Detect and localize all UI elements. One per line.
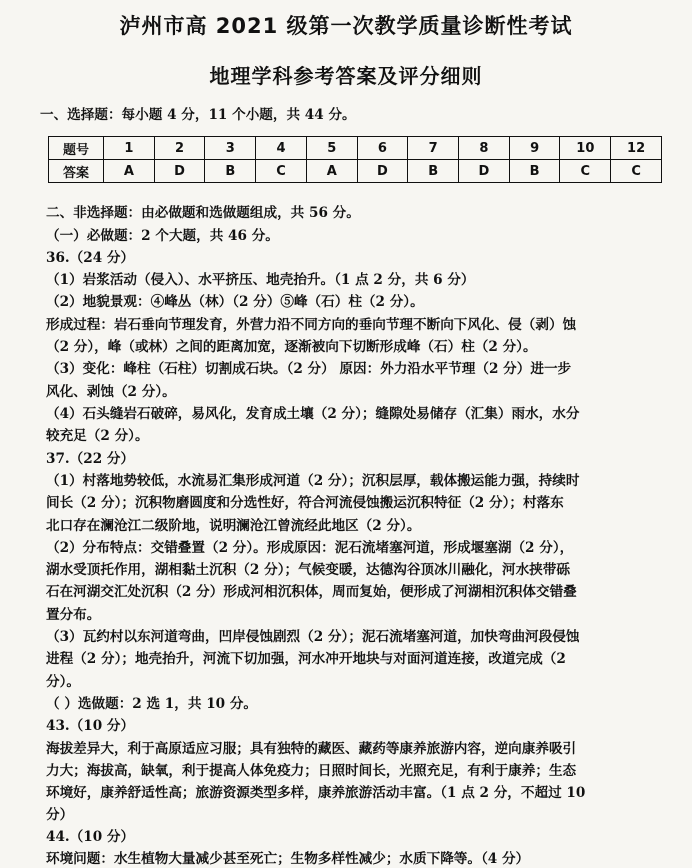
text-line: 进程（2 分）；地壳抬升，河流下切加强，河水冲开地块与对面河道连接，改道完成（2 [46, 651, 566, 667]
text-line: （ ）选做题：2 选 1，共 10 分。 [46, 696, 258, 712]
question-number: 7 [408, 137, 459, 160]
text-line: （3）瓦约村以东河道弯曲，凹岸侵蚀剧烈（2 分）；泥石流堵塞河道，加快弯曲河段侵蚀 [46, 629, 580, 645]
question-number: 6 [357, 137, 408, 160]
text-line: 二、非选择题：由必做题和选做题组成，共 56 分。 [46, 205, 360, 221]
answer-cell: A [104, 160, 155, 183]
text-line: 环境问题：水生植物大量减少甚至死亡；生物多样性减少；水质下降等。（4 分） [46, 851, 530, 867]
answer-cell: A [306, 160, 357, 183]
answer-cell: D [459, 160, 510, 183]
table-row [49, 160, 662, 183]
table-row-header: 题号 [49, 137, 104, 160]
table-row [49, 137, 662, 160]
text-line: 风化、剥蚀（2 分）。 [46, 384, 176, 400]
text-line: 分）。 [46, 674, 80, 690]
text-line: 间长（2 分）；沉积物磨圆度和分选性好，符合河流侵蚀搬运沉积特征（2 分）；村落东 [46, 495, 564, 511]
text-line: （1）村落地势较低，水流易汇集形成河道（2 分）；沉积层厚，载体搬运能力强，持续时 [46, 473, 580, 489]
text-line: 36.（24 分） [46, 250, 135, 266]
answer-cell: B [509, 160, 560, 183]
question-number: 12 [611, 137, 662, 160]
text-line: 37.（22 分） [46, 451, 135, 467]
question-number: 9 [509, 137, 560, 160]
page-title: 泸州市高 2021 级第一次教学质量诊断性考试 [119, 14, 573, 38]
question-number: 3 [205, 137, 256, 160]
text-line: 石在河湖交汇处沉积（2 分）形成河相沉积体，周而复始，便形成了河湖相沉积体交错叠 [46, 584, 577, 600]
answer-cell: D [154, 160, 205, 183]
section-heading: 一、选择题：每小题 4 分，11 个小题，共 44 分。 [40, 107, 356, 123]
text-line: 环境好，康养舒适性高；旅游资源类型多样，康养旅游活动丰富。（1 点 2 分，不超过 10 [46, 785, 586, 801]
text-line: 海拔差异大，利于高原适应习服；具有独特的藏医、藏药等康养旅游内容，逆向康养吸引 [46, 741, 577, 757]
question-number: 5 [306, 137, 357, 160]
text-line: （1）岩浆活动（侵入）、水平挤压、地壳抬升。（1 点 2 分，共 6 分） [46, 272, 475, 288]
text-line: 北口存在澜沧江二级阶地，说明澜沧江曾流经此地区（2 分）。 [46, 518, 421, 534]
text-line: 湖水受顶托作用，湖相黏土沉积（2 分）；气候变暖，达德沟谷顶冰川融化，河水挟带砾 [46, 562, 570, 578]
answer-cell: D [357, 160, 408, 183]
text-line: 力大；海拔高，缺氧，利于提高人体免疫力；日照时间长，光照充足，有利于康养；生态 [46, 763, 577, 779]
text-line: （2）分布特点：交错叠置（2 分）。形成原因：泥石流堵塞河道，形成堰塞湖（2 分）， [46, 540, 574, 556]
text-line: （2 分），峰（或林）之间的距离加宽，逐渐被向下切断形成峰（石）柱（2 分）。 [46, 339, 537, 355]
text-line: 较充足（2 分）。 [46, 428, 149, 444]
question-number: 8 [459, 137, 510, 160]
answer-cell: C [560, 160, 611, 183]
text-line: 形成过程：岩石垂向节理发育，外营力沿不同方向的垂向节理不断向下风化、侵（剥）蚀 [46, 317, 577, 333]
answer-cell: B [205, 160, 256, 183]
text-line: （3）变化：峰柱（石柱）切割成石块。（2 分） 原因：外力沿水平节理（2 分）进一步 [46, 361, 572, 377]
table-row-header: 答案 [49, 160, 104, 183]
text-line: 43.（10 分） [46, 718, 135, 734]
page-subtitle: 地理学科参考答案及评分细则 [209, 64, 483, 88]
question-number: 4 [256, 137, 307, 160]
text-line: 分） [46, 807, 74, 823]
question-number: 1 [104, 137, 155, 160]
text-line: （2）地貌景观：④峰丛（林）（2 分）⑤峰（石）柱（2 分）。 [46, 294, 424, 310]
question-number: 2 [154, 137, 205, 160]
question-number: 10 [560, 137, 611, 160]
text-line: 置分布。 [46, 607, 101, 623]
text-line: （4）石头缝岩石破碎，易风化，发育成土壤（2 分）；缝隙处易储存（汇集）雨水，水分 [46, 406, 580, 422]
answer-cell: C [256, 160, 307, 183]
answer-table [48, 136, 662, 183]
text-line: （一）必做题：2 个大题，共 46 分。 [46, 228, 279, 244]
text-line: 44.（10 分） [46, 829, 135, 845]
answer-cell: B [408, 160, 459, 183]
answer-cell: C [611, 160, 662, 183]
